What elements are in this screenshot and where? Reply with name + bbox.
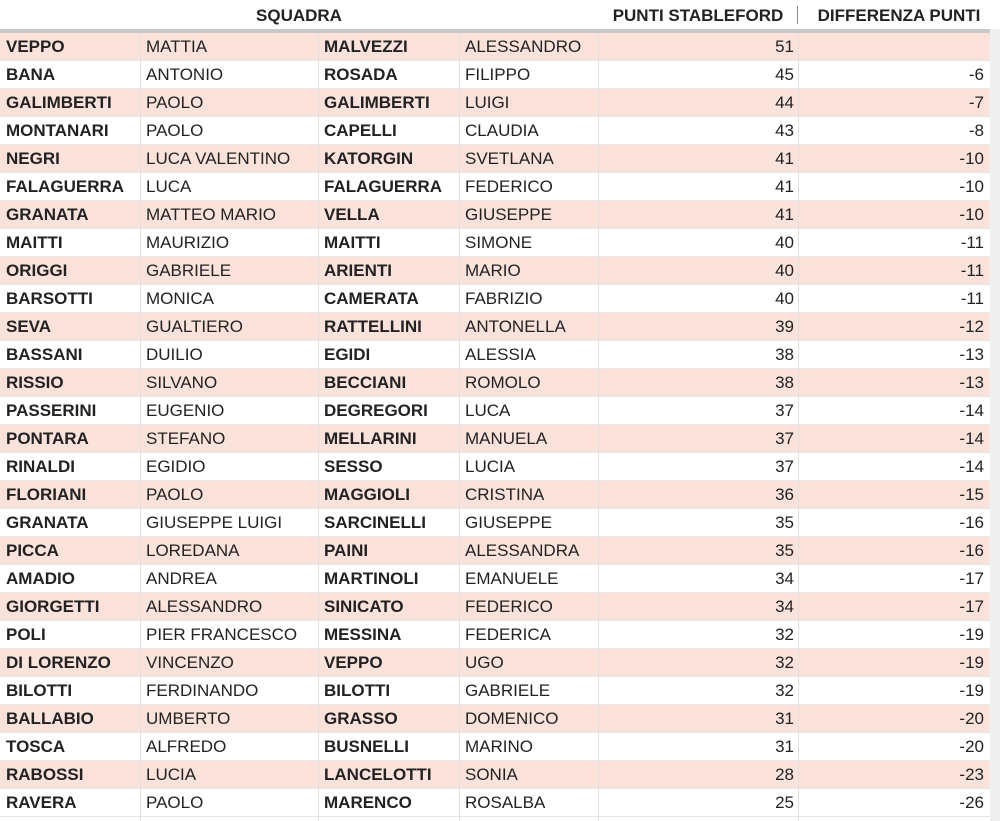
- player2-name-cell[interactable]: ROSALBA: [465, 793, 546, 812]
- player1-name-cell[interactable]: ALFREDO: [146, 737, 227, 756]
- player1-name-cell[interactable]: FERDINANDO: [146, 681, 259, 700]
- table-row[interactable]: [0, 677, 990, 705]
- player2-name-cell[interactable]: SIMONE: [465, 233, 533, 252]
- player1-name-cell[interactable]: MONICA: [146, 289, 214, 308]
- points-difference-cell[interactable]: -17: [959, 597, 984, 616]
- player1-name-cell[interactable]: EUGENIO: [146, 401, 225, 420]
- table-row[interactable]: [0, 341, 990, 369]
- stableford-points-cell[interactable]: 34: [775, 569, 794, 588]
- table-row[interactable]: [0, 117, 990, 145]
- player1-name-cell[interactable]: EGIDIO: [146, 457, 206, 476]
- player2-name-cell[interactable]: GABRIELE: [465, 681, 551, 700]
- player1-surname-cell[interactable]: GRANATA: [6, 513, 89, 532]
- player2-surname-cell[interactable]: SESSO: [324, 457, 383, 476]
- stableford-points-cell[interactable]: 44: [775, 93, 794, 112]
- points-difference-cell[interactable]: -19: [959, 625, 984, 644]
- stableford-points-cell[interactable]: 45: [775, 65, 794, 84]
- table-row[interactable]: [0, 201, 990, 229]
- player1-name-cell[interactable]: LUCA: [146, 177, 192, 196]
- table-row[interactable]: [0, 565, 990, 593]
- player1-surname-cell[interactable]: PONTARA: [6, 429, 89, 448]
- player2-surname-cell[interactable]: ARIENTI: [324, 261, 392, 280]
- table-row[interactable]: [0, 621, 990, 649]
- player1-name-cell[interactable]: DUILIO: [146, 345, 203, 364]
- points-difference-cell[interactable]: -13: [959, 373, 984, 392]
- table-row[interactable]: [0, 33, 990, 61]
- points-difference-cell[interactable]: -23: [959, 765, 984, 784]
- points-difference-cell[interactable]: -10: [959, 205, 984, 224]
- points-difference-cell[interactable]: -7: [968, 93, 984, 112]
- stableford-points-cell[interactable]: 31: [775, 709, 794, 728]
- points-difference-cell[interactable]: -16: [959, 513, 984, 532]
- player2-surname-cell[interactable]: DEGREGORI: [324, 401, 428, 420]
- player2-surname-cell[interactable]: CAPELLI: [324, 121, 397, 140]
- player1-surname-cell[interactable]: AMADIO: [6, 569, 75, 588]
- player1-name-cell[interactable]: LUCA VALENTINO: [146, 149, 291, 168]
- player2-name-cell[interactable]: SVETLANA: [465, 149, 554, 168]
- points-difference-cell[interactable]: -10: [959, 149, 984, 168]
- player2-surname-cell[interactable]: BILOTTI: [324, 681, 391, 700]
- table-row[interactable]: [0, 425, 990, 453]
- player1-surname-cell[interactable]: MONTANARI: [6, 121, 109, 140]
- table-header: [0, 0, 1000, 29]
- player2-name-cell[interactable]: MANUELA: [465, 429, 548, 448]
- header-squadra: SQUADRA: [256, 6, 342, 25]
- stableford-points-cell[interactable]: 25: [775, 793, 794, 812]
- stableford-points-cell[interactable]: 37: [775, 401, 794, 420]
- table-row[interactable]: [0, 313, 990, 341]
- stableford-points-cell[interactable]: 32: [775, 625, 794, 644]
- player2-name-cell[interactable]: ALESSANDRO: [465, 37, 582, 56]
- player1-surname-cell[interactable]: GALIMBERTI: [6, 93, 112, 112]
- player1-surname-cell[interactable]: ORIGGI: [6, 261, 68, 280]
- player1-surname-cell[interactable]: BARSOTTI: [6, 289, 93, 308]
- player1-name-cell[interactable]: ANDREA: [146, 569, 217, 588]
- player2-surname-cell[interactable]: GRASSO: [324, 709, 398, 728]
- points-difference-cell[interactable]: -14: [959, 401, 984, 420]
- column-divider: [140, 33, 141, 821]
- points-difference-cell[interactable]: -12: [959, 317, 984, 336]
- header-differenza-punti: DIFFERENZA PUNTI: [817, 6, 981, 25]
- points-difference-cell[interactable]: -13: [959, 345, 984, 364]
- player1-surname-cell[interactable]: GIORGETTI: [6, 597, 100, 616]
- player1-name-cell[interactable]: SILVANO: [146, 373, 218, 392]
- player1-name-cell[interactable]: MATTIA: [146, 37, 208, 56]
- stableford-points-cell[interactable]: 36: [775, 485, 794, 504]
- player2-surname-cell[interactable]: MARTINOLI: [324, 569, 419, 588]
- player1-name-cell[interactable]: UMBERTO: [146, 709, 231, 728]
- player1-name-cell[interactable]: PIER FRANCESCO: [146, 625, 298, 644]
- column-divider: [598, 33, 599, 821]
- table-row[interactable]: [0, 173, 990, 201]
- player2-name-cell[interactable]: DOMENICO: [465, 709, 559, 728]
- player2-name-cell[interactable]: CRISTINA: [465, 485, 545, 504]
- player2-name-cell[interactable]: LUCA: [465, 401, 511, 420]
- stableford-points-cell[interactable]: 51: [775, 37, 794, 56]
- player1-surname-cell[interactable]: FLORIANI: [6, 485, 87, 504]
- table-row[interactable]: [0, 649, 990, 677]
- player2-surname-cell[interactable]: MARENCO: [324, 793, 412, 812]
- player1-surname-cell[interactable]: GRANATA: [6, 205, 89, 224]
- player2-surname-cell[interactable]: BUSNELLI: [324, 737, 409, 756]
- player1-name-cell[interactable]: GUALTIERO: [146, 317, 243, 336]
- points-difference-cell[interactable]: -6: [968, 65, 984, 84]
- player1-name-cell[interactable]: MAURIZIO: [146, 233, 230, 252]
- table-row[interactable]: [0, 285, 990, 313]
- player1-name-cell[interactable]: STEFANO: [146, 429, 226, 448]
- player2-surname-cell[interactable]: FALAGUERRA: [324, 177, 443, 196]
- player2-surname-cell[interactable]: VEPPO: [324, 653, 383, 672]
- player2-surname-cell[interactable]: GALIMBERTI: [324, 93, 430, 112]
- player1-name-cell[interactable]: GABRIELE: [146, 261, 232, 280]
- stableford-points-cell[interactable]: 28: [775, 765, 794, 784]
- player2-name-cell[interactable]: FEDERICO: [465, 597, 553, 616]
- stableford-points-cell[interactable]: 32: [775, 653, 794, 672]
- points-difference-cell[interactable]: -14: [959, 429, 984, 448]
- player1-name-cell[interactable]: LOREDANA: [146, 541, 240, 560]
- player2-surname-cell[interactable]: MESSINA: [324, 625, 402, 644]
- points-difference-cell[interactable]: -10: [959, 177, 984, 196]
- stableford-points-cell[interactable]: 40: [775, 289, 794, 308]
- player2-name-cell[interactable]: EMANUELE: [465, 569, 559, 588]
- player2-surname-cell[interactable]: MAGGIOLI: [324, 485, 410, 504]
- stableford-points-cell[interactable]: 41: [775, 177, 794, 196]
- stableford-points-cell[interactable]: 39: [775, 317, 794, 336]
- player2-surname-cell[interactable]: LANCELOTTI: [324, 765, 432, 784]
- stableford-points-cell[interactable]: 40: [775, 233, 794, 252]
- stableford-points-cell[interactable]: 40: [775, 261, 794, 280]
- player1-surname-cell[interactable]: BALLABIO: [6, 709, 94, 728]
- player2-name-cell[interactable]: GIUSEPPE: [465, 513, 552, 532]
- player1-surname-cell[interactable]: SEVA: [6, 317, 52, 336]
- player1-name-cell[interactable]: GIUSEPPE LUIGI: [146, 513, 283, 532]
- player1-surname-cell[interactable]: POLI: [6, 625, 46, 644]
- column-divider: [459, 33, 460, 821]
- player1-surname-cell[interactable]: BILOTTI: [6, 681, 73, 700]
- player2-surname-cell[interactable]: MELLARINI: [324, 429, 417, 448]
- stableford-points-cell[interactable]: 37: [775, 429, 794, 448]
- player1-name-cell[interactable]: ANTONIO: [146, 65, 224, 84]
- table-row[interactable]: [0, 761, 990, 789]
- stableford-points-cell[interactable]: 38: [775, 345, 794, 364]
- table-row[interactable]: [0, 229, 990, 257]
- player2-name-cell[interactable]: ALESSANDRA: [465, 541, 580, 560]
- table-row[interactable]: [0, 61, 990, 89]
- player2-name-cell[interactable]: FEDERICO: [465, 177, 553, 196]
- table-row[interactable]: [0, 145, 990, 173]
- points-difference-cell[interactable]: -19: [959, 653, 984, 672]
- player1-name-cell[interactable]: ALESSANDRO: [146, 597, 263, 616]
- stableford-points-cell[interactable]: 34: [775, 597, 794, 616]
- points-difference-cell[interactable]: -11: [960, 233, 984, 252]
- player1-name-cell[interactable]: VINCENZO: [146, 653, 234, 672]
- stableford-points-cell[interactable]: 35: [775, 541, 794, 560]
- player1-surname-cell[interactable]: NEGRI: [6, 149, 60, 168]
- points-difference-cell[interactable]: -20: [959, 709, 984, 728]
- player1-surname-cell[interactable]: RISSIO: [6, 373, 64, 392]
- player1-name-cell[interactable]: MATTEO MARIO: [146, 205, 277, 224]
- player2-name-cell[interactable]: LUCIA: [465, 457, 516, 476]
- stableford-points-cell[interactable]: 37: [775, 457, 794, 476]
- player2-name-cell[interactable]: MARINO: [465, 737, 533, 756]
- player2-name-cell[interactable]: MARIO: [465, 261, 521, 280]
- player2-name-cell[interactable]: GIUSEPPE: [465, 205, 552, 224]
- player1-surname-cell[interactable]: FALAGUERRA: [6, 177, 125, 196]
- scrollbar-track[interactable]: [990, 29, 1000, 821]
- stableford-points-cell[interactable]: 43: [775, 121, 794, 140]
- points-difference-cell[interactable]: -17: [959, 569, 984, 588]
- points-difference-cell[interactable]: -14: [959, 457, 984, 476]
- player1-name-cell[interactable]: PAOLO: [146, 121, 204, 140]
- results-table: [0, 33, 990, 817]
- player2-name-cell[interactable]: SONIA: [465, 765, 518, 784]
- player2-surname-cell[interactable]: VELLA: [324, 205, 380, 224]
- player2-surname-cell[interactable]: SINICATO: [324, 597, 404, 616]
- table-row[interactable]: [0, 89, 990, 117]
- player1-name-cell[interactable]: PAOLO: [146, 485, 204, 504]
- player2-surname-cell[interactable]: SARCINELLI: [324, 513, 426, 532]
- player1-surname-cell[interactable]: PICCA: [6, 541, 59, 560]
- table-row[interactable]: [0, 509, 990, 537]
- player2-surname-cell[interactable]: KATORGIN: [324, 149, 414, 168]
- points-difference-cell[interactable]: -15: [959, 485, 984, 504]
- points-difference-cell[interactable]: -11: [960, 261, 984, 280]
- player1-name-cell[interactable]: LUCIA: [146, 765, 197, 784]
- player2-surname-cell[interactable]: MAITTI: [324, 233, 381, 252]
- column-divider: [318, 33, 319, 821]
- points-difference-cell[interactable]: [800, 33, 984, 61]
- player1-surname-cell[interactable]: RINALDI: [6, 457, 75, 476]
- table-row[interactable]: [0, 733, 990, 761]
- column-divider: [798, 33, 799, 821]
- player1-surname-cell[interactable]: TOSCA: [6, 737, 66, 756]
- player1-name-cell[interactable]: PAOLO: [146, 93, 204, 112]
- player1-surname-cell[interactable]: RAVERA: [6, 793, 77, 812]
- points-difference-cell[interactable]: -19: [959, 681, 984, 700]
- player1-name-cell[interactable]: PAOLO: [146, 793, 204, 812]
- player1-surname-cell[interactable]: MAITTI: [6, 233, 63, 252]
- player2-name-cell[interactable]: UGO: [465, 653, 504, 672]
- points-difference-cell[interactable]: -26: [959, 793, 984, 812]
- stableford-points-cell[interactable]: 38: [775, 373, 794, 392]
- table-row[interactable]: [0, 789, 990, 817]
- player2-surname-cell[interactable]: PAINI: [324, 541, 369, 560]
- player2-name-cell[interactable]: FILIPPO: [465, 65, 531, 84]
- points-difference-cell[interactable]: -20: [959, 737, 984, 756]
- player2-name-cell[interactable]: LUIGI: [465, 93, 510, 112]
- player2-name-cell[interactable]: CLAUDIA: [465, 121, 539, 140]
- player2-name-cell[interactable]: ROMOLO: [465, 373, 541, 392]
- stableford-points-cell[interactable]: 31: [775, 737, 794, 756]
- points-difference-cell[interactable]: -11: [960, 289, 984, 308]
- stableford-points-cell[interactable]: 41: [775, 205, 794, 224]
- table-row[interactable]: [0, 537, 990, 565]
- player2-name-cell[interactable]: FABRIZIO: [465, 289, 543, 308]
- table-row[interactable]: [0, 481, 990, 509]
- player1-surname-cell[interactable]: RABOSSI: [6, 765, 84, 784]
- points-difference-cell[interactable]: -16: [959, 541, 984, 560]
- points-difference-cell[interactable]: -8: [968, 121, 984, 140]
- stableford-points-cell[interactable]: 35: [775, 513, 794, 532]
- player2-surname-cell[interactable]: BECCIANI: [324, 373, 407, 392]
- player1-surname-cell[interactable]: VEPPO: [6, 37, 65, 56]
- player2-name-cell[interactable]: FEDERICA: [465, 625, 551, 644]
- table-row[interactable]: [0, 705, 990, 733]
- player2-name-cell[interactable]: ANTONELLA: [465, 317, 566, 336]
- table-row[interactable]: [0, 453, 990, 481]
- table-row[interactable]: [0, 257, 990, 285]
- header-punti-stableford: PUNTI STABLEFORD: [612, 6, 784, 25]
- player2-surname-cell[interactable]: MALVEZZI: [324, 37, 408, 56]
- player2-surname-cell[interactable]: ROSADA: [324, 65, 398, 84]
- stableford-points-cell[interactable]: 41: [775, 149, 794, 168]
- table-row[interactable]: [0, 369, 990, 397]
- player2-surname-cell[interactable]: EGIDI: [324, 345, 371, 364]
- player2-surname-cell[interactable]: RATTELLINI: [324, 317, 422, 336]
- table-row[interactable]: [0, 397, 990, 425]
- table-row[interactable]: [0, 593, 990, 621]
- player1-surname-cell[interactable]: DI LORENZO: [6, 653, 111, 672]
- player1-surname-cell[interactable]: BASSANI: [6, 345, 83, 364]
- player1-surname-cell[interactable]: BANA: [6, 65, 56, 84]
- player2-surname-cell[interactable]: CAMERATA: [324, 289, 419, 308]
- player2-name-cell[interactable]: ALESSIA: [465, 345, 536, 364]
- stableford-points-cell[interactable]: 32: [775, 681, 794, 700]
- player1-surname-cell[interactable]: PASSERINI: [6, 401, 97, 420]
